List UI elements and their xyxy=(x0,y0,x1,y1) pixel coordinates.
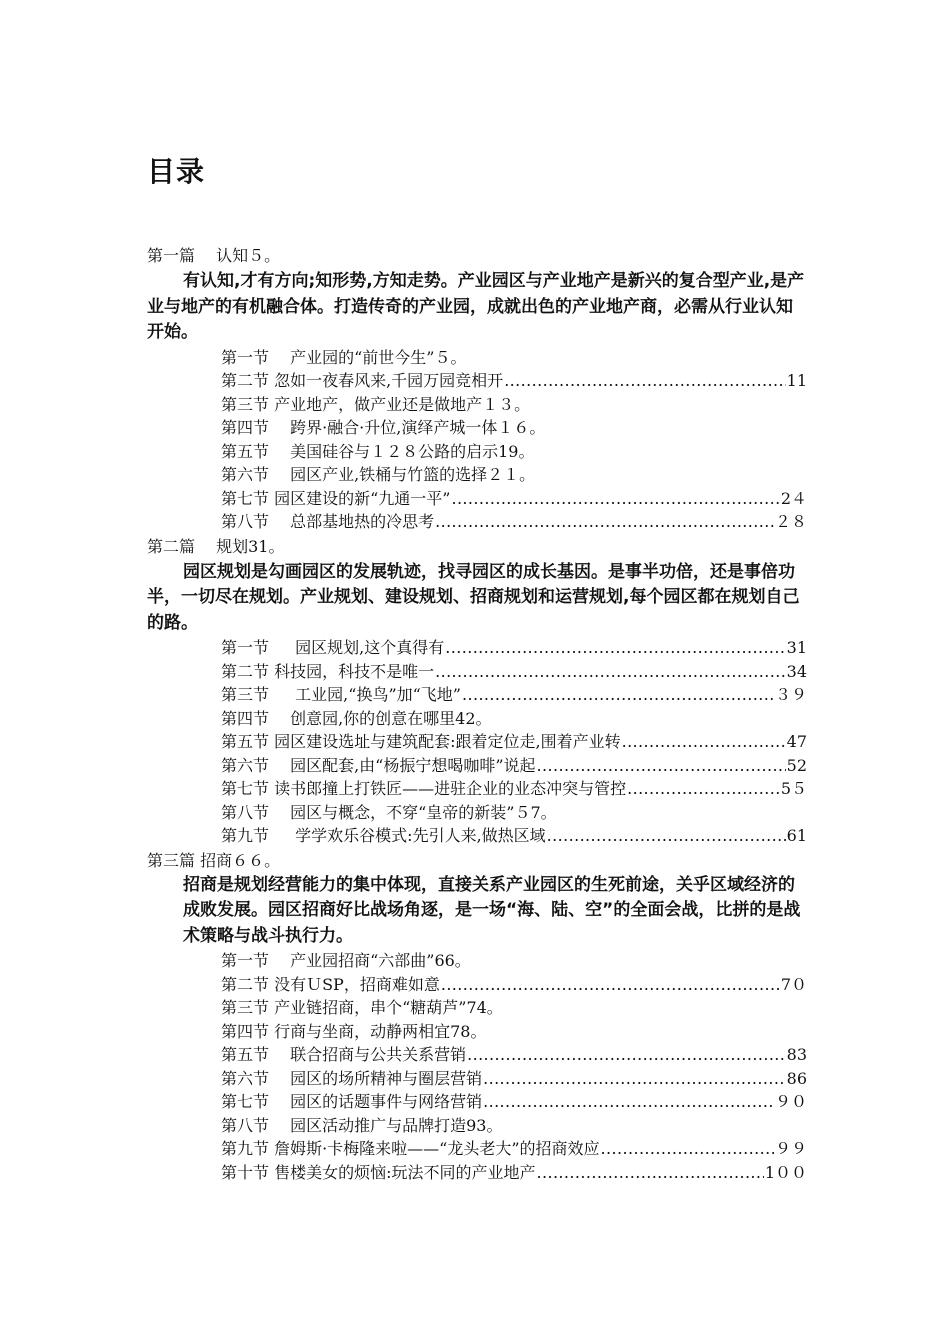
dot-leader xyxy=(451,487,779,511)
toc-page-number: 61 xyxy=(786,826,807,845)
dot-leader xyxy=(622,730,786,754)
toc-entry-title: 第四节 跨界·融合·升位,演绎产城一体１６。 xyxy=(221,418,546,437)
toc-entry[interactable] xyxy=(221,393,807,417)
toc-entry-title: 第二节 没有ＵSP，招商难如意 xyxy=(221,974,440,994)
toc-entry[interactable] xyxy=(221,730,807,754)
dot-leader xyxy=(601,1137,774,1161)
toc-page-number: ３９ xyxy=(774,685,807,704)
toc-page-number: 1００ xyxy=(764,1162,807,1182)
dot-leader xyxy=(467,1043,786,1067)
toc-page-number: 5５ xyxy=(780,779,807,798)
toc-entry[interactable] xyxy=(221,440,807,464)
page-title: 目录 xyxy=(147,155,206,188)
dot-leader xyxy=(445,636,785,660)
toc-entry-title: 第七节 园区的话题事件与网络营销 xyxy=(221,1092,483,1111)
dot-leader xyxy=(441,973,780,997)
toc-entry-title: 第三节 工业园,“换鸟”加“飞地” xyxy=(221,685,461,704)
toc-page-number: 11 xyxy=(786,371,807,390)
toc-page-number: ９０ xyxy=(774,1092,807,1111)
toc-entry[interactable] xyxy=(221,801,807,825)
part-intro: 园区规划是勾画园区的发展轨迹，找寻园区的成长基因。是事半功倍，还是事倍功半，一切尽在规划。产业规划、建设规划、招商规划和运营规划,每个园区都在规划自己的路。 xyxy=(147,561,800,633)
dot-leader xyxy=(483,1067,786,1091)
toc-entry-title: 第十节 售楼美女的烦恼:玩法不同的产业地产 xyxy=(221,1162,536,1182)
toc-entry-title: 第五节 联合招商与公共关系营销 xyxy=(221,1045,467,1064)
toc-entry-title: 第九节 学学欢乐谷模式:先引人来,做热区域 xyxy=(221,826,546,845)
toc-page-number: 86 xyxy=(786,1068,807,1088)
toc-entry-title: 第七节 读书郎撞上打铁匠——进驻企业的业态冲突与管控 xyxy=(221,779,627,798)
part-heading[interactable]: 第一篇 认知５。 xyxy=(147,246,281,265)
toc-entry-title: 第二节 忽如一夜春风来,千园万园竞相开 xyxy=(221,371,504,390)
dot-leader xyxy=(483,1090,774,1114)
toc-entry[interactable] xyxy=(221,777,807,801)
dot-leader xyxy=(435,510,774,534)
toc-page-number: 34 xyxy=(786,661,807,681)
toc-entry-title: 第八节 园区活动推广与品牌打造93。 xyxy=(221,1115,503,1135)
dot-leader xyxy=(627,777,780,801)
toc-entry[interactable] xyxy=(221,1067,807,1091)
toc-entry[interactable] xyxy=(221,463,807,487)
toc-page-number: ９９ xyxy=(774,1139,807,1158)
toc-page-number: 47 xyxy=(786,732,807,751)
toc-entry-title: 第五节 美国硅谷与１２８公路的启示19。 xyxy=(221,441,535,461)
toc-entry-title: 第六节 园区配套,由“杨振宁想喝咖啡”说起 xyxy=(221,755,536,775)
toc-entry[interactable] xyxy=(221,487,807,511)
toc-entry[interactable] xyxy=(221,1043,807,1067)
dot-leader xyxy=(537,754,786,778)
toc-entry-title: 第八节 总部基地热的冷思考 xyxy=(221,512,435,531)
part-heading[interactable]: 第二篇 规划31。 xyxy=(147,536,285,556)
toc-entry[interactable] xyxy=(221,416,807,440)
part-intro: 有认知,才有方向;知形势,方知走势。产业园区与产业地产是新兴的复合型产业,是产业与地产的有机融合体。打造传奇的产业园，成就出色的产业地产商，必需从行业认知开始。 xyxy=(147,271,805,342)
toc-entry[interactable] xyxy=(221,754,807,778)
toc-entry-title: 第四节 创意园,你的创意在哪里42。 xyxy=(221,708,492,728)
toc-entry[interactable] xyxy=(221,1137,807,1161)
toc-entry[interactable] xyxy=(221,824,807,848)
toc-entry[interactable] xyxy=(221,636,807,660)
toc-entry[interactable] xyxy=(221,1090,807,1114)
toc-entry[interactable] xyxy=(221,1161,807,1185)
toc-entry-title: 第四节 行商与坐商，动静两相宜78。 xyxy=(221,1021,487,1041)
toc-entry[interactable] xyxy=(221,683,807,707)
toc-entry-title: 第一节 园区规划,这个真得有 xyxy=(221,638,445,657)
toc-entry[interactable] xyxy=(221,1114,807,1138)
dot-leader xyxy=(462,683,774,707)
dot-leader xyxy=(504,369,785,393)
toc-entry[interactable] xyxy=(221,1020,807,1044)
toc-entry[interactable] xyxy=(221,369,807,393)
dot-leader xyxy=(536,1161,763,1185)
toc-entry-title: 第六节 园区的场所精神与圈层营销 xyxy=(221,1068,483,1088)
toc-entry-title: 第一节 产业园的“前世今生”５。 xyxy=(221,347,467,367)
toc-page-number: 2４ xyxy=(780,488,807,508)
dot-leader xyxy=(547,824,786,848)
toc-page-number: 52 xyxy=(786,755,807,775)
toc-entry[interactable] xyxy=(221,996,807,1020)
toc-page-number: ２８ xyxy=(774,512,807,531)
table-of-contents xyxy=(147,243,807,1184)
dot-leader xyxy=(435,660,786,684)
toc-entry-title: 第六节 园区产业,铁桶与竹篮的选择２１。 xyxy=(221,465,536,484)
toc-entry-title: 第二节 科技园，科技不是唯一 xyxy=(221,661,435,681)
toc-entry[interactable] xyxy=(221,346,807,370)
toc-entry[interactable] xyxy=(221,973,807,997)
toc-page-number: 83 xyxy=(786,1045,807,1064)
toc-entry-title: 第一节 产业园招商“六部曲”66。 xyxy=(221,951,471,970)
part-heading[interactable]: 第三篇 招商６６。 xyxy=(147,850,281,870)
toc-entry[interactable] xyxy=(221,510,807,534)
toc-entry-title: 第五节 园区建设选址与建筑配套:跟着定位走,围着产业转 xyxy=(221,732,621,751)
toc-entry-title: 第七节 园区建设的新“九通一平” xyxy=(221,488,451,508)
toc-entry-title: 第三节 产业链招商，串个“糖葫芦”74。 xyxy=(221,998,503,1017)
toc-entry-title: 第八节 园区与概念，不穿“皇帝的新装”５7。 xyxy=(221,802,557,822)
part-intro: 招商是规划经营能力的集中体现，直接关系产业园区的生死前途，关乎区域经济的成败发展。园区招商好比战场角逐，是一场“海、陆、空”的全面会战，比拼的是战术策略与战斗执行力。 xyxy=(183,874,801,946)
toc-entry-title: 第三节 产业地产，做产业还是做地产１３。 xyxy=(221,394,531,414)
toc-entry[interactable] xyxy=(221,707,807,731)
toc-entry[interactable] xyxy=(221,660,807,684)
toc-entry-title: 第九节 詹姆斯·卡梅隆来啦——“龙头老大”的招商效应 xyxy=(221,1139,600,1158)
toc-entry[interactable] xyxy=(221,949,807,973)
toc-page-number: 7０ xyxy=(780,974,807,994)
toc-page-number: 31 xyxy=(786,638,807,657)
